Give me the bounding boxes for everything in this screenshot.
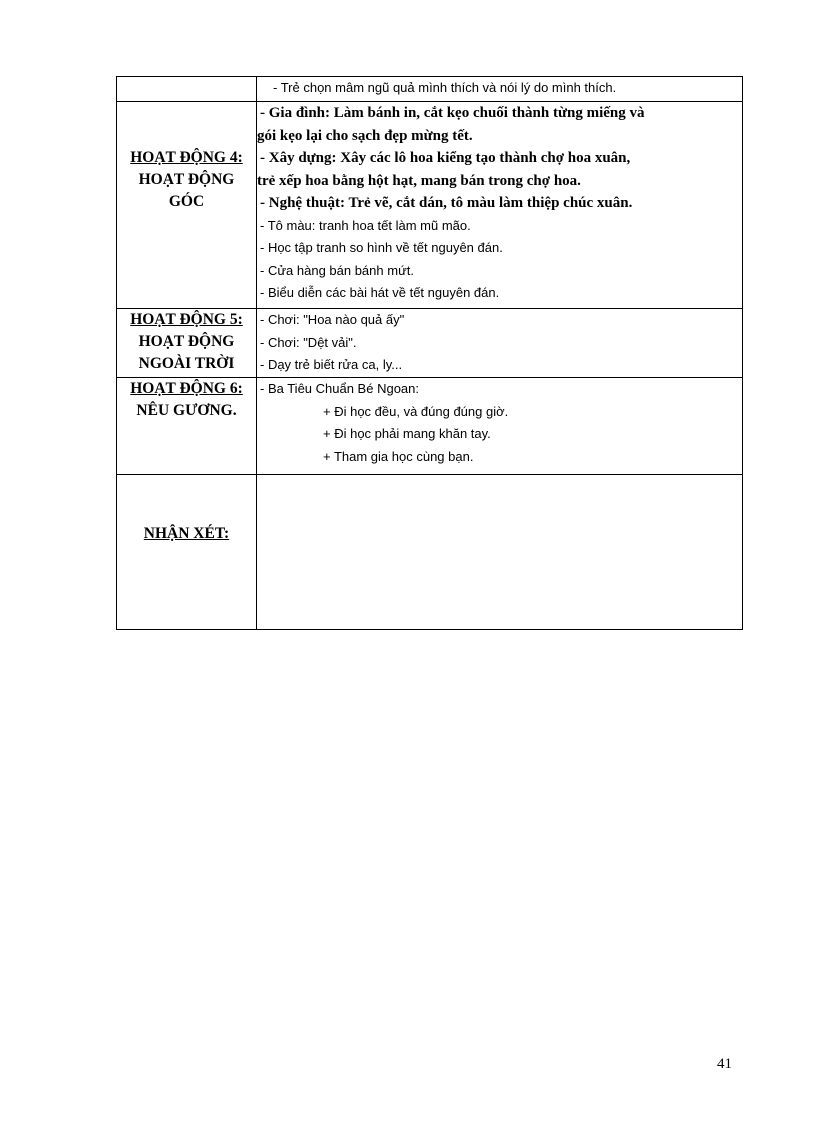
row-6-content-cell bbox=[257, 378, 743, 475]
content-line: - Biểu diễn các bài hát về tết nguyên đán. bbox=[260, 285, 500, 300]
page-number: 41 bbox=[717, 1056, 732, 1072]
criteria-item: + Đi học đều, và đúng đúng giờ. bbox=[323, 403, 509, 419]
content-line-bold: - Gia đình: Làm bánh in, cắt kẹo chuối thành từng miếng và bbox=[260, 105, 645, 121]
content-line: - Cửa hàng bán bánh mứt. bbox=[260, 262, 414, 278]
activity-4-subtitle-1: HOẠT ĐỘNG bbox=[138, 171, 235, 188]
row-5-content-cell bbox=[257, 309, 743, 378]
table-row-activity-4 bbox=[117, 102, 743, 309]
row-top-label-cell bbox=[117, 77, 257, 102]
row-4-content-cell bbox=[257, 102, 743, 309]
content-line: - Dạy trẻ biết rửa ca, ly... bbox=[260, 357, 403, 372]
activity-5-title: HOẠT ĐỘNG 5: bbox=[130, 311, 243, 328]
activity-4-title: HOẠT ĐỘNG 4: bbox=[130, 149, 243, 166]
table-row-activity-6 bbox=[117, 378, 743, 475]
comment-title: NHẬN XÉT: bbox=[143, 525, 230, 542]
content-line-bold: - Xây dựng: Xây các lô hoa kiểng tạo thành chợ hoa xuân, bbox=[260, 150, 631, 166]
criteria-item: + Tham gia học cùng bạn. bbox=[323, 448, 474, 464]
activity-6-subtitle-1: NÊU GƯƠNG. bbox=[136, 402, 237, 419]
content-line: - Tô màu: tranh hoa tết làm mũ mão. bbox=[260, 217, 471, 233]
content-line-bold: trẻ xếp hoa bằng hột hạt, mang bán trong chợ hoa. bbox=[257, 172, 581, 189]
lesson-plan-table bbox=[116, 76, 743, 630]
content-line: - Trẻ chọn mâm ngũ quả mình thích và nói lý do mình thích. bbox=[273, 80, 617, 95]
activity-5-subtitle-2: NGOÀI TRỜI bbox=[138, 355, 235, 372]
content-line: - Học tập tranh so hình về tết nguyên đán. bbox=[260, 240, 503, 255]
table-row-comment bbox=[117, 475, 743, 630]
table-row-top bbox=[117, 77, 743, 102]
comment-label-cell bbox=[117, 475, 257, 630]
comment-content-cell bbox=[257, 475, 743, 630]
content-line: - Ba Tiêu Chuẩn Bé Ngoan: bbox=[260, 381, 419, 396]
content-line-bold: - Nghệ thuật: Trẻ vẽ, cắt dán, tô màu làm thiệp chúc xuân. bbox=[260, 195, 633, 211]
content-line-bold: gói kẹo lại cho sạch đẹp mừng tết. bbox=[257, 127, 473, 144]
activity-6-title: HOẠT ĐỘNG 6: bbox=[130, 380, 243, 397]
activity-4-subtitle-2: GÓC bbox=[168, 193, 205, 210]
row-top-content-cell bbox=[257, 77, 743, 102]
row-4-label-cell bbox=[117, 102, 257, 309]
content-line: - Chơi: "Hoa nào quả ấy" bbox=[260, 312, 405, 327]
row-6-label-cell bbox=[117, 378, 257, 475]
activity-5-subtitle-1: HOẠT ĐỘNG bbox=[138, 333, 235, 350]
criteria-item: + Đi học phải mang khăn tay. bbox=[323, 426, 491, 441]
content-line: - Chơi: "Dệt vải". bbox=[260, 334, 357, 350]
table-row-activity-5 bbox=[117, 309, 743, 378]
row-5-label-cell bbox=[117, 309, 257, 378]
